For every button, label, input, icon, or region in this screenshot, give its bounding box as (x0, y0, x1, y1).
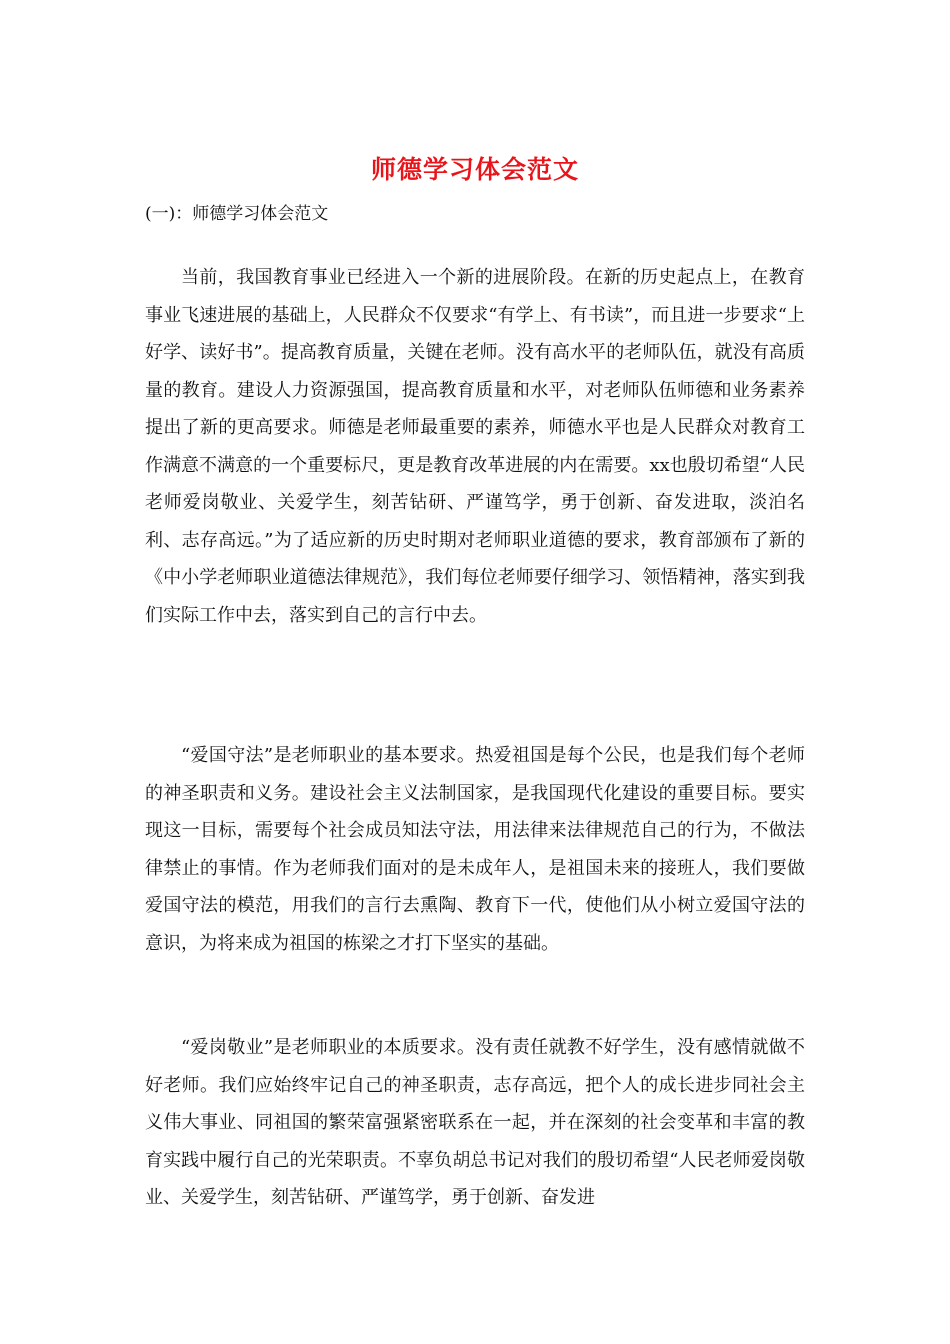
document-title: 师德学习体会范文 (370, 155, 579, 184)
section-heading: (一)：师德学习体会范文 (145, 204, 329, 224)
paragraph-2: “爱国守法”是老师职业的基本要求。热爱祖国是每个公民，也是我们每个老师的神圣职责和义务。建设社会主义法制国家，是我国现代化建设的重要目标。要实现这一目标，需要每个社会成员知法守法，用法律来法律规范自己的行为，不做法律禁止的事情。作为老师我们面对的是未成年人，是祖国未来的接班人，我们要做爱国守法的模范，用我们的言行去熏陶、教育下一代，使他们从小树立爱国守法的意识，为将来成为祖国的栋梁之才打下坚实的基础。 (145, 745, 805, 954)
paragraph-3: “爱岗敬业”是老师职业的本质要求。没有责任就教不好学生，没有感情就做不好老师。我们应始终牢记自己的神圣职责，志存高远，把个人的成长进步同社会主义伟大事业、同祖国的繁荣富强紧密联系在一起，并在深刻的社会变革和丰富的教育实践中履行自己的光荣职责。不辜负胡总书记对我们的殷切希望“人民老师爱岗敬业、关爱学生，刻苦钻研、严谨笃学，勇于创新、奋发进 (145, 1037, 805, 1208)
paragraph-1: 当前，我国教育事业已经进入一个新的进展阶段。在新的历史起点上，在教育事业飞速进展的基础上，人民群众不仅要求“有学上、有书读”，而且进一步要求“上好学、读好书”。提高教育质量，关键在老师。没有高水平的老师队伍，就没有高质量的教育。建设人力资源强国，提高教育质量和水平，对老师队伍师德和业务素养提出了新的更高要求。师德是老师最重要的素养，师德水平也是人民群众对教育工作满意不满意的一个重要标尺，更是教育改革进展的内在需要。xx也殷切希望“人民老师爱岗敬业、关爱学生，刻苦钻研、严谨笃学，勇于创新、奋发进取，淡泊名利、志存高远。”为了适应新的历史时期对老师职业道德的要求，教育部颁布了新的《中小学老师职业道德法律规范》，我们每位老师要仔细学习、领悟精神，落实到我们实际工作中去，落实到自己的言行中去。 (145, 267, 805, 626)
